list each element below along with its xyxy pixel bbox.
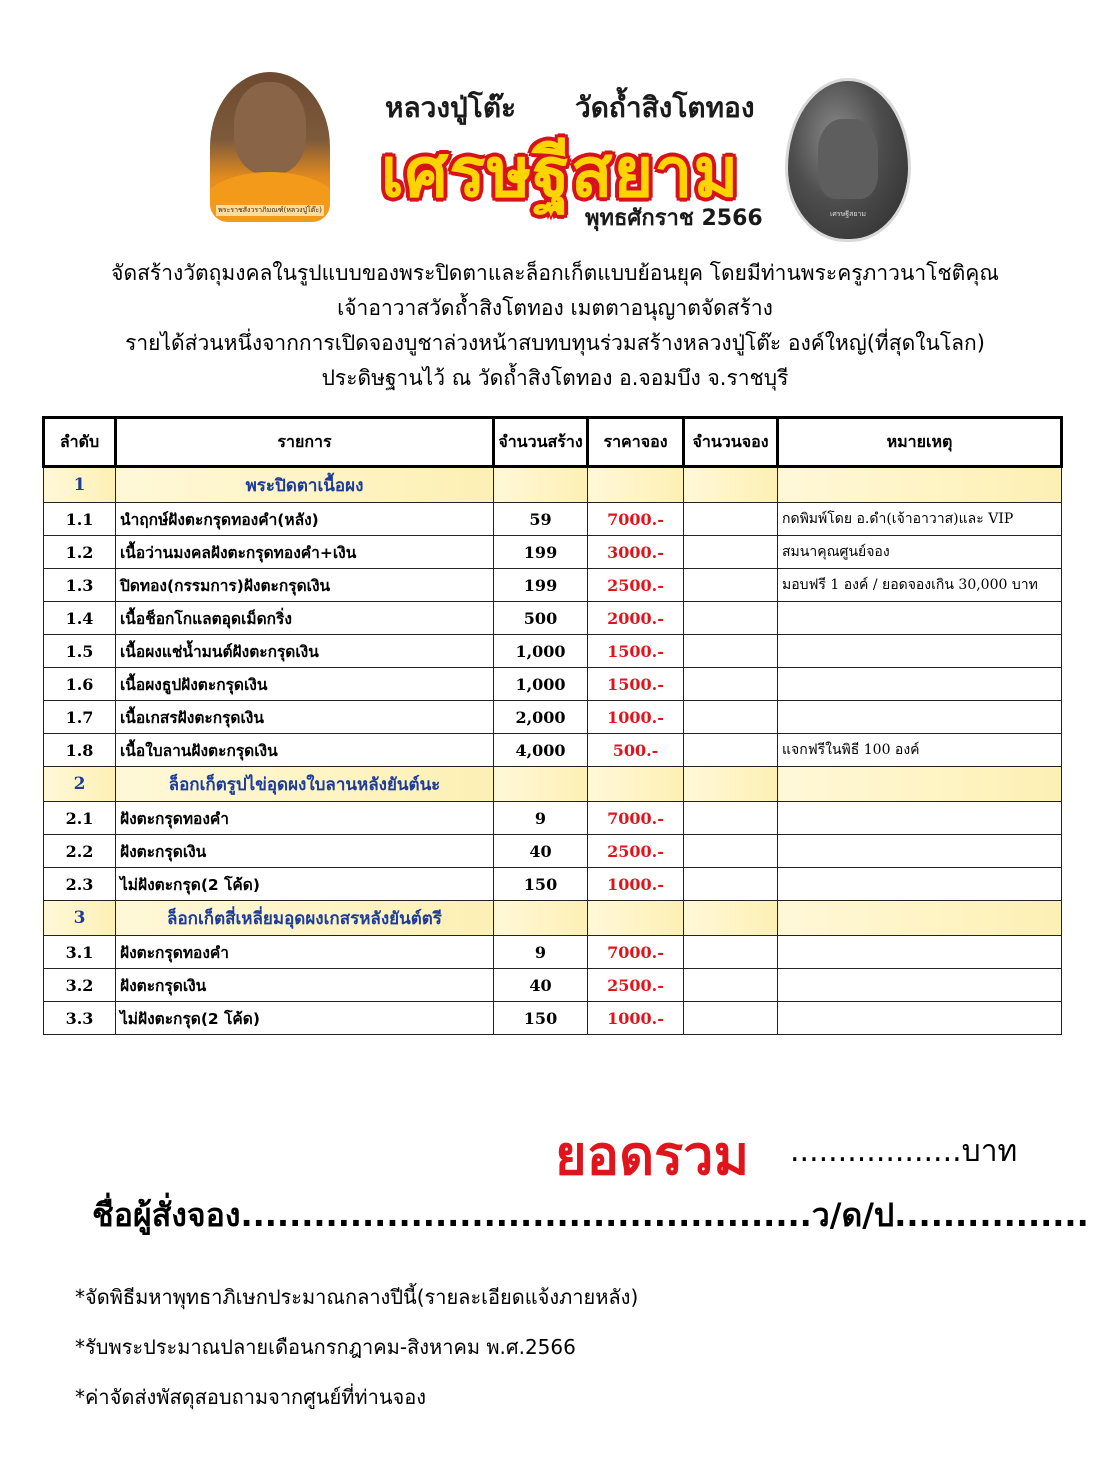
portrait-caption: พระราชสังวราภิมณฑ์(หลวงปู่โต๊ะ) bbox=[216, 205, 324, 216]
section-price-cell bbox=[588, 767, 684, 802]
intro-line: เจ้าอาวาสวัดถ้ำสิงโตทอง เมตตาอนุญาตจัดสร้าง bbox=[337, 296, 773, 320]
table-row bbox=[44, 969, 1062, 1002]
item-note bbox=[778, 969, 1062, 1002]
item-price: 1000.- bbox=[588, 868, 684, 901]
table-row bbox=[44, 802, 1062, 835]
section-price-cell bbox=[588, 901, 684, 936]
table-row bbox=[44, 635, 1062, 668]
item-reserved-input[interactable] bbox=[684, 503, 778, 536]
item-price: 7000.- bbox=[588, 802, 684, 835]
item-price: 7000.- bbox=[588, 936, 684, 969]
item-qty: 150 bbox=[494, 1002, 588, 1035]
item-qty: 9 bbox=[494, 802, 588, 835]
item-qty: 40 bbox=[494, 969, 588, 1002]
item-number: 1.1 bbox=[44, 503, 116, 536]
table-row bbox=[44, 701, 1062, 734]
item-price: 2000.- bbox=[588, 602, 684, 635]
section-number: 2 bbox=[44, 767, 116, 802]
item-reserved-input[interactable] bbox=[684, 734, 778, 767]
item-note bbox=[778, 936, 1062, 969]
header-qty: จำนวนสร้าง bbox=[494, 418, 588, 467]
section-number: 1 bbox=[44, 467, 116, 503]
item-note bbox=[778, 602, 1062, 635]
item-qty: 1,000 bbox=[494, 635, 588, 668]
item-note bbox=[778, 868, 1062, 901]
item-name: ฝังตะกรุดทองคำ bbox=[116, 802, 494, 835]
section-row bbox=[44, 767, 1062, 802]
intro-line: จัดสร้างวัตถุมงคลในรูปแบบของพระปิดตาและล็อกเก็ตแบบย้อนยุค โดยมีท่านพระครูภาวนาโชติคุณ bbox=[111, 261, 999, 285]
item-qty: 500 bbox=[494, 602, 588, 635]
item-note bbox=[778, 635, 1062, 668]
table-row bbox=[44, 835, 1062, 868]
section-qty-cell bbox=[494, 901, 588, 936]
section-title: ล็อกเก็ตสี่เหลี่ยมอุดผงเกสรหลังยันต์ตรี bbox=[116, 901, 494, 936]
item-reserved-input[interactable] bbox=[684, 802, 778, 835]
item-price: 2500.- bbox=[588, 569, 684, 602]
item-note: สมนาคุณศูนย์จอง bbox=[778, 536, 1062, 569]
item-reserved-input[interactable] bbox=[684, 569, 778, 602]
item-name: ไม่ฝังตะกรุด(2 โค้ด) bbox=[116, 868, 494, 901]
item-reserved-input[interactable] bbox=[684, 1002, 778, 1035]
header-note: หมายเหตุ bbox=[778, 418, 1062, 467]
item-number: 1.5 bbox=[44, 635, 116, 668]
item-note: มอบฟรี 1 องค์ / ยอดจองเกิน 30,000 บาท bbox=[778, 569, 1062, 602]
item-qty: 2,000 bbox=[494, 701, 588, 734]
total-label: ยอดรวม bbox=[555, 1124, 750, 1187]
item-reserved-input[interactable] bbox=[684, 701, 778, 734]
section-reserved-cell bbox=[684, 467, 778, 503]
section-number: 3 bbox=[44, 901, 116, 936]
table-row bbox=[44, 936, 1062, 969]
item-note: แจกฟรีในพิธี 100 องค์ bbox=[778, 734, 1062, 767]
item-number: 1.2 bbox=[44, 536, 116, 569]
item-number: 2.2 bbox=[44, 835, 116, 868]
item-number: 3.1 bbox=[44, 936, 116, 969]
table-row bbox=[44, 503, 1062, 536]
table-row bbox=[44, 668, 1062, 701]
item-name: ฝังตะกรุดเงิน bbox=[116, 969, 494, 1002]
table-row bbox=[44, 1002, 1062, 1035]
amulet-image bbox=[785, 78, 911, 242]
item-name: เนื้อใบลานฝังตะกรุดเงิน bbox=[116, 734, 494, 767]
item-qty: 199 bbox=[494, 536, 588, 569]
footnote: *รับพระประมาณปลายเดือนกรกฎาคม-สิงหาคม พ.ศ.2566 bbox=[75, 1335, 576, 1359]
item-qty: 9 bbox=[494, 936, 588, 969]
item-number: 1.8 bbox=[44, 734, 116, 767]
brand-title: เศรษฐีสยาม bbox=[380, 134, 740, 213]
section-note-cell bbox=[778, 767, 1062, 802]
section-reserved-cell bbox=[684, 901, 778, 936]
header bbox=[0, 0, 1109, 250]
item-reserved-input[interactable] bbox=[684, 969, 778, 1002]
portrait-face bbox=[234, 82, 306, 174]
item-price: 1000.- bbox=[588, 701, 684, 734]
item-price: 2500.- bbox=[588, 835, 684, 868]
section-price-cell bbox=[588, 467, 684, 503]
item-note bbox=[778, 802, 1062, 835]
item-price: 7000.- bbox=[588, 503, 684, 536]
item-qty: 150 bbox=[494, 868, 588, 901]
price-table bbox=[42, 416, 1063, 1035]
section-reserved-cell bbox=[684, 767, 778, 802]
section-row bbox=[44, 467, 1062, 503]
item-note bbox=[778, 701, 1062, 734]
header-no: ลำดับ bbox=[44, 418, 116, 467]
header-subtitle-left: หลวงปู่โต๊ะ bbox=[385, 91, 517, 124]
section-title: พระปิดตาเนื้อผง bbox=[116, 467, 494, 503]
item-number: 3.2 bbox=[44, 969, 116, 1002]
item-name: ฝังตะกรุดเงิน bbox=[116, 835, 494, 868]
section-qty-cell bbox=[494, 767, 588, 802]
item-number: 1.3 bbox=[44, 569, 116, 602]
item-name: เนื้อผงแช่น้ำมนต์ฝังตะกรุดเงิน bbox=[116, 635, 494, 668]
item-price: 1500.- bbox=[588, 668, 684, 701]
item-number: 1.6 bbox=[44, 668, 116, 701]
footnote: *จัดพิธีมหาพุทธาภิเษกประมาณกลางปีนี้(รายละเอียดแจ้งภายหลัง) bbox=[75, 1285, 639, 1309]
item-price: 3000.- bbox=[588, 536, 684, 569]
order-name-date-field[interactable]: ชื่อผู้สั่งจอง...............................................ว/ด/ป................ bbox=[92, 1196, 1089, 1234]
header-year: พุทธศักราช 2566 bbox=[585, 206, 763, 231]
item-note bbox=[778, 1002, 1062, 1035]
intro-text bbox=[40, 256, 1070, 396]
item-name: นำฤกษ์ฝังตะกรุดทองคำ(หลัง) bbox=[116, 503, 494, 536]
item-note bbox=[778, 835, 1062, 868]
item-price: 2500.- bbox=[588, 969, 684, 1002]
item-number: 2.3 bbox=[44, 868, 116, 901]
item-reserved-input[interactable] bbox=[684, 668, 778, 701]
item-number: 3.3 bbox=[44, 1002, 116, 1035]
header-reserved: จำนวนจอง bbox=[684, 418, 778, 467]
intro-line: รายได้ส่วนหนึ่งจากการเปิดจองบูชาล่วงหน้าสบทบทุนร่วมสร้างหลวงปู่โต๊ะ องค์ใหญ่(ที่สุดในโลก) bbox=[125, 331, 985, 355]
amulet-mark: เศรษฐีสยาม bbox=[830, 210, 866, 218]
section-row bbox=[44, 901, 1062, 936]
footnote: *ค่าจัดส่งพัสดุสอบถามจากศูนย์ที่ท่านจอง bbox=[75, 1385, 427, 1409]
section-note-cell bbox=[778, 901, 1062, 936]
item-name: ไม่ฝังตะกรุด(2 โค้ด) bbox=[116, 1002, 494, 1035]
footnotes bbox=[75, 1272, 638, 1422]
table-row bbox=[44, 569, 1062, 602]
table-header-row bbox=[44, 418, 1062, 467]
item-qty: 40 bbox=[494, 835, 588, 868]
header-price: ราคาจอง bbox=[588, 418, 684, 467]
item-note bbox=[778, 668, 1062, 701]
item-qty: 1,000 bbox=[494, 668, 588, 701]
item-name: เนื้อเกสรฝังตะกรุดเงิน bbox=[116, 701, 494, 734]
table-row bbox=[44, 602, 1062, 635]
table-row bbox=[44, 734, 1062, 767]
item-name: เนื้อว่านมงคลฝังตะกรุดทองคำ+เงิน bbox=[116, 536, 494, 569]
item-reserved-input[interactable] bbox=[684, 635, 778, 668]
item-qty: 199 bbox=[494, 569, 588, 602]
item-number: 1.7 bbox=[44, 701, 116, 734]
item-note: กดพิมพ์โดย อ.ดำ(เจ้าอาวาส)และ VIP bbox=[778, 503, 1062, 536]
item-reserved-input[interactable] bbox=[684, 835, 778, 868]
monk-portrait bbox=[210, 72, 330, 222]
item-reserved-input[interactable] bbox=[684, 536, 778, 569]
item-reserved-input[interactable] bbox=[684, 602, 778, 635]
item-reserved-input[interactable] bbox=[684, 936, 778, 969]
header-item: รายการ bbox=[116, 418, 494, 467]
item-name: ฝังตะกรุดทองคำ bbox=[116, 936, 494, 969]
table-row bbox=[44, 868, 1062, 901]
item-number: 2.1 bbox=[44, 802, 116, 835]
item-name: ปิดทอง(กรรมการ)ฝังตะกรุดเงิน bbox=[116, 569, 494, 602]
table-row bbox=[44, 536, 1062, 569]
item-reserved-input[interactable] bbox=[684, 868, 778, 901]
item-price: 1000.- bbox=[588, 1002, 684, 1035]
header-subtitle-right: วัดถ้ำสิงโตทอง bbox=[575, 91, 755, 124]
section-title: ล็อกเก็ตรูปไข่อุดผงใบลานหลังยันต์นะ bbox=[116, 767, 494, 802]
section-qty-cell bbox=[494, 467, 588, 503]
item-price: 1500.- bbox=[588, 635, 684, 668]
amulet-figure bbox=[818, 119, 878, 199]
table-body bbox=[44, 467, 1062, 1035]
item-qty: 4,000 bbox=[494, 734, 588, 767]
item-name: เนื้อผงธูปฝังตะกรุดเงิน bbox=[116, 668, 494, 701]
total-amount-field[interactable]: ..................บาท bbox=[790, 1134, 1018, 1169]
item-name: เนื้อช็อกโกแลตอุดเม็ดกริ่ง bbox=[116, 602, 494, 635]
item-price: 500.- bbox=[588, 734, 684, 767]
item-number: 1.4 bbox=[44, 602, 116, 635]
section-note-cell bbox=[778, 467, 1062, 503]
item-qty: 59 bbox=[494, 503, 588, 536]
intro-line: ประดิษฐานไว้ ณ วัดถ้ำสิงโตทอง อ.จอมบึง จ.ราชบุรี bbox=[321, 366, 789, 390]
